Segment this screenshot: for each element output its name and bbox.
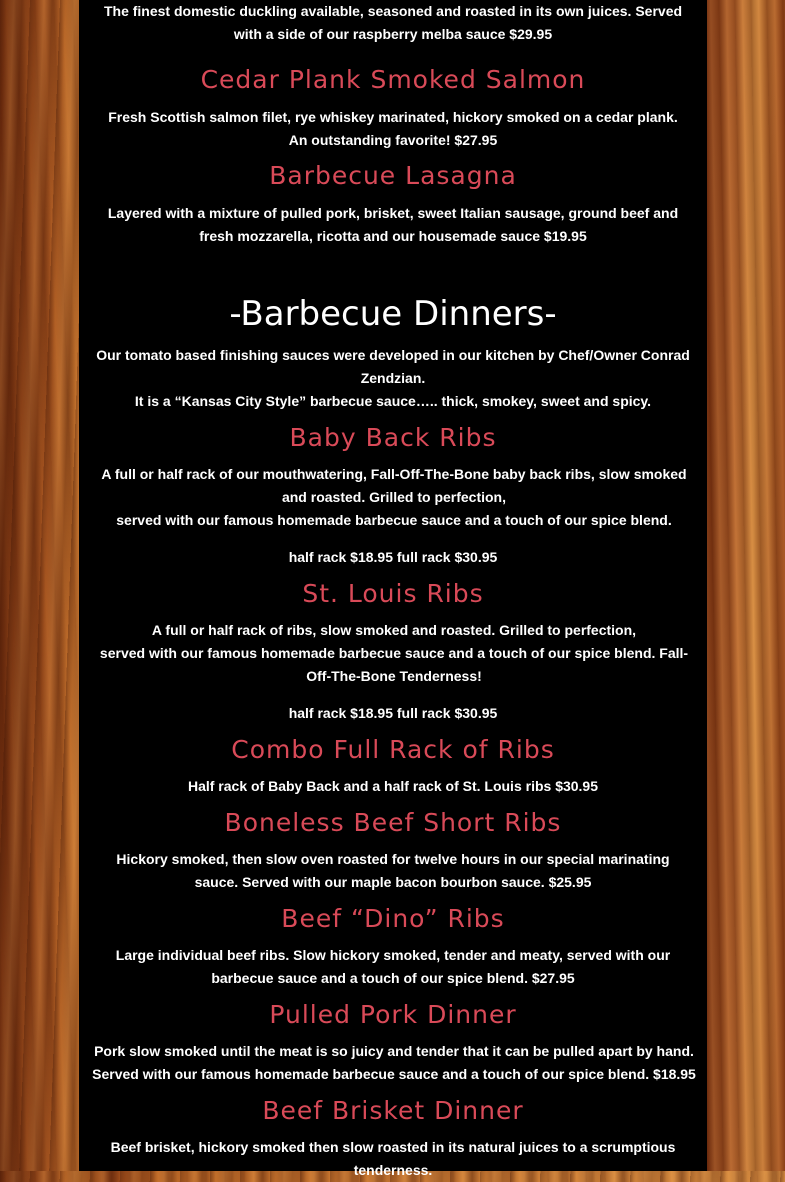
item-title: Beef Brisket Dinner <box>262 1096 524 1125</box>
menu-item-short-ribs <box>79 807 707 839</box>
menu-item-salmon-desc <box>79 106 707 152</box>
menu-item-short-ribs-desc <box>79 848 707 894</box>
item-description: Fresh Scottish salmon filet, rye whiskey marinated, hickory smoked on a cedar plank. An outstanding favorite! $27.95 <box>108 109 678 148</box>
item-description: served with our famous homemade barbecue sauce and a touch of our spice blend. Fall-Off-The-Bone Tenderness! <box>99 645 689 684</box>
menu-item-lasagna <box>79 160 707 192</box>
section-description: It is a “Kansas City Style” barbecue sauce….. thick, smokey, sweet and spicy. <box>134 393 652 409</box>
item-title: Beef “Dino” Ribs <box>281 904 505 933</box>
menu-item-pulled-pork <box>79 999 707 1031</box>
item-title: Boneless Beef Short Ribs <box>224 808 562 837</box>
section-intro <box>79 344 707 413</box>
wood-background-right <box>707 0 785 1171</box>
section-title: -Barbecue Dinners- <box>229 294 557 334</box>
menu-item-brisket-desc <box>79 1136 707 1182</box>
item-title: St. Louis Ribs <box>302 579 484 608</box>
menu-item-lasagna-desc <box>79 202 707 248</box>
item-title: Pulled Pork Dinner <box>269 1000 517 1029</box>
item-description: served with our famous homemade barbecue sauce and a touch of our spice blend. <box>116 512 672 528</box>
menu-item-pulled-pork-desc <box>79 1040 707 1086</box>
menu-item-combo-ribs <box>79 734 707 766</box>
menu-item-dino-desc <box>79 944 707 990</box>
item-description: A full or half rack of ribs, slow smoked and roasted. Grilled to perfection, <box>151 622 637 638</box>
item-price: half rack $18.95 full rack $30.95 <box>288 549 498 565</box>
menu-item-st-louis-price <box>79 702 707 725</box>
intro-item <box>79 0 707 46</box>
menu-item-dino-ribs <box>79 903 707 935</box>
menu-item-baby-back-desc <box>79 463 707 532</box>
item-description: Pork slow smoked until the meat is so juicy and tender that it can be pulled apart by hand. Served with our famous homemade barbecue sauce and a touch of our spice blend. $18.95 <box>92 1043 696 1082</box>
menu-item-brisket <box>79 1095 707 1127</box>
item-description: The finest domestic duckling available, seasoned and roasted in its own juices. Served with a side of our raspberry melba sauce $29.95 <box>103 3 683 42</box>
section-header <box>79 294 707 334</box>
item-title: Barbecue Lasagna <box>269 161 517 190</box>
menu-item-salmon <box>79 64 707 96</box>
menu-item-baby-back-ribs <box>79 422 707 454</box>
item-description: Layered with a mixture of pulled pork, brisket, sweet Italian sausage, ground beef and fresh mozzarella, ricotta and our housemade sauce $19.95 <box>107 205 679 244</box>
item-title: Combo Full Rack of Ribs <box>231 735 555 764</box>
menu-panel <box>79 0 707 1178</box>
item-description: Half rack of Baby Back and a half rack of St. Louis ribs $30.95 <box>187 778 599 794</box>
item-title: Cedar Plank Smoked Salmon <box>200 65 586 94</box>
section-description: Our tomato based finishing sauces were developed in our kitchen by Chef/Owner Conrad Zendzian. <box>96 347 690 386</box>
menu-item-baby-back-price <box>79 546 707 569</box>
menu-item-st-louis-ribs <box>79 578 707 610</box>
item-description: Beef brisket, hickory smoked then slow roasted in its natural juices to a scrumptious tenderness. <box>110 1139 676 1178</box>
menu-item-combo-desc <box>79 775 707 798</box>
item-title: Baby Back Ribs <box>289 423 497 452</box>
item-description: Large individual beef ribs. Slow hickory smoked, tender and meaty, served with our barbecue sauce and a touch of our spice blend. $27.95 <box>115 947 671 986</box>
item-description: Hickory smoked, then slow oven roasted for twelve hours in our special marinating sauce. Served with our maple bacon bourbon sauce. $25.95 <box>116 851 670 890</box>
menu-item-st-louis-desc <box>79 619 707 688</box>
item-price: half rack $18.95 full rack $30.95 <box>288 705 498 721</box>
item-description: A full or half rack of our mouthwatering, Fall-Off-The-Bone baby back ribs, slow smoked and roasted. Grilled to perfection, <box>101 466 687 505</box>
